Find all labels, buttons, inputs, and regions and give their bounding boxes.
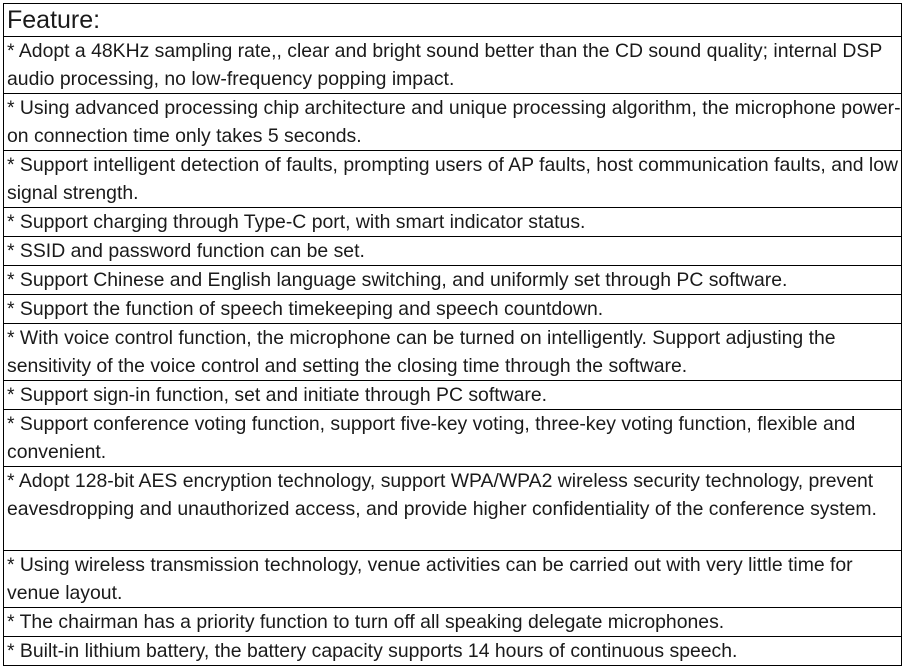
feature-item-sampling-rate: * Adopt a 48KHz sampling rate,, clear and bright sound better than the CD sound quality; internal DSP audio processing, no low-frequency popping impact. bbox=[4, 37, 902, 94]
feature-item-lithium-battery: * Built-in lithium battery, the battery capacity supports 14 hours of continuous speech. bbox=[4, 637, 902, 666]
table-row bbox=[4, 208, 902, 237]
feature-item-aes-encryption: * Adopt 128-bit AES encryption technology, support WPA/WPA2 wireless security technology, prevent eavesdropping and unauthorized access, and provide higher confidentiality of the conference system. bbox=[4, 467, 902, 551]
feature-item-wireless-transmission: * Using wireless transmission technology, venue activities can be carried out with very little time for venue layout. bbox=[4, 551, 902, 608]
feature-item-processing-chip: * Using advanced processing chip architecture and unique processing algorithm, the microphone power-on connection time only takes 5 seconds. bbox=[4, 94, 902, 151]
table-row bbox=[4, 237, 902, 266]
table-row bbox=[4, 381, 902, 410]
feature-item-conference-voting: * Support conference voting function, support five-key voting, three-key voting function, flexible and convenient. bbox=[4, 410, 902, 467]
feature-item-speech-timekeeping: * Support the function of speech timekeeping and speech countdown. bbox=[4, 295, 902, 324]
feature-heading: Feature: bbox=[4, 4, 902, 37]
feature-table bbox=[3, 3, 902, 666]
feature-item-chairman-priority: * The chairman has a priority function to turn off all speaking delegate microphones. bbox=[4, 608, 902, 637]
feature-item-language-switching: * Support Chinese and English language switching, and uniformly set through PC software. bbox=[4, 266, 902, 295]
feature-item-ssid-password: * SSID and password function can be set. bbox=[4, 237, 902, 266]
feature-item-sign-in: * Support sign-in function, set and initiate through PC software. bbox=[4, 381, 902, 410]
feature-item-type-c-charging: * Support charging through Type-C port, with smart indicator status. bbox=[4, 208, 902, 237]
table-row bbox=[4, 467, 902, 551]
table-row bbox=[4, 94, 902, 151]
table-header-row bbox=[4, 4, 902, 37]
table-row bbox=[4, 266, 902, 295]
table-row bbox=[4, 608, 902, 637]
table-row bbox=[4, 637, 902, 666]
feature-item-voice-control: * With voice control function, the microphone can be turned on intelligently. Support adjusting the sensitivity of the voice control and setting the closing time through the software. bbox=[4, 324, 902, 381]
table-row bbox=[4, 410, 902, 467]
feature-item-fault-detection: * Support intelligent detection of faults, prompting users of AP faults, host communication faults, and low signal strength. bbox=[4, 151, 902, 208]
table-row bbox=[4, 295, 902, 324]
table-row bbox=[4, 551, 902, 608]
table-row bbox=[4, 151, 902, 208]
table-row bbox=[4, 37, 902, 94]
table-row bbox=[4, 324, 902, 381]
